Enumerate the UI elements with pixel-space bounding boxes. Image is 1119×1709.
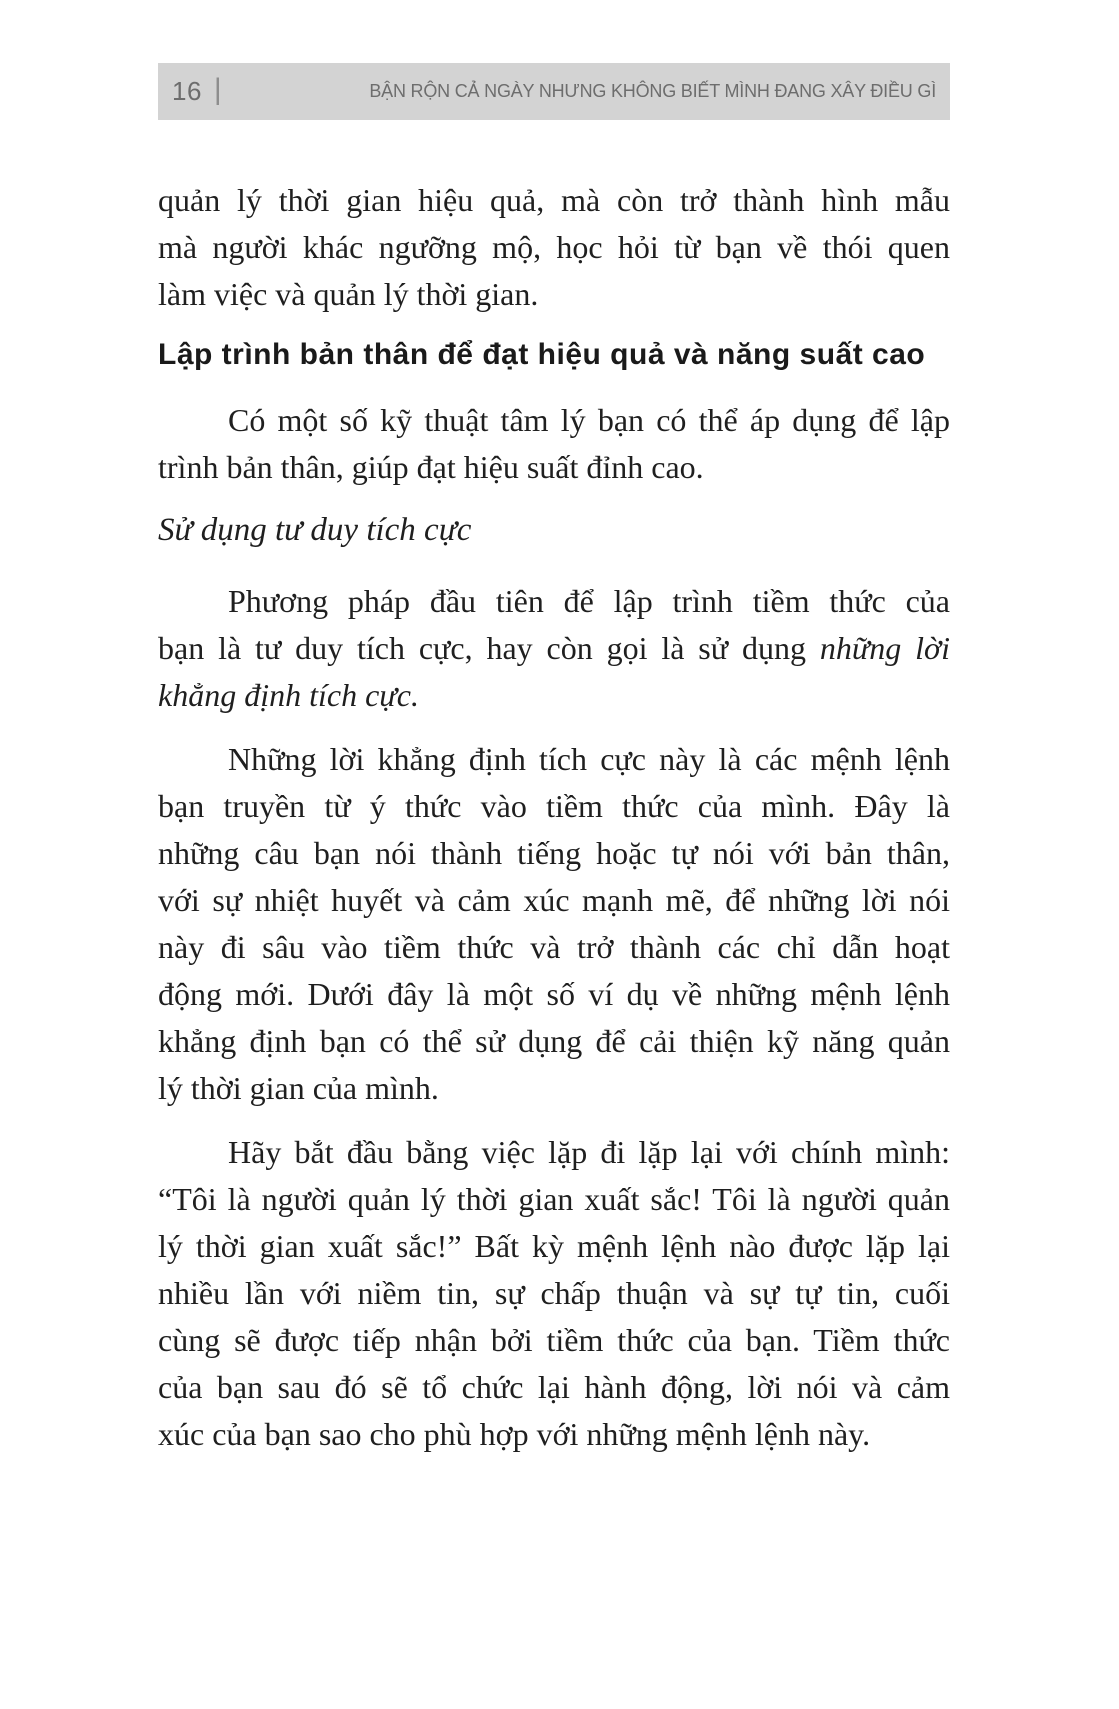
book-page: [0, 63, 1119, 1709]
subsection-heading: Sử dụng tư duy tích cực: [158, 512, 472, 548]
text-line: “Tôi là người quản lý thời gian xuất sắc! Tôi là người quản: [158, 1181, 950, 1217]
paragraph: [158, 397, 950, 491]
text-line: nhiều lần với niềm tin, sự chấp thuận và sự tự tin, cuối: [158, 1275, 950, 1311]
text-line: Hãy bắt đầu bằng việc lặp đi lặp lại với chính mình:: [228, 1134, 950, 1170]
text-line: khẳng định tích cực.: [158, 677, 419, 713]
page-body: [158, 125, 950, 1458]
text-line: quản lý thời gian hiệu quả, mà còn trở thành hình mẫu: [158, 182, 950, 218]
text-line: lý thời gian xuất sắc!” Bất kỳ mệnh lệnh nào được lặp lại: [158, 1228, 950, 1264]
text-run: bạn là tư duy tích cực, hay còn gọi là sử dụng: [158, 630, 820, 666]
text-line: bạn truyền từ ý thức vào tiềm thức của mình. Đây là: [158, 788, 950, 824]
text-line: [158, 625, 950, 672]
page-number-divider: |: [213, 72, 222, 106]
paragraph: [158, 736, 950, 1112]
running-title: BẬN RỘN CẢ NGÀY NHƯNG KHÔNG BIẾT MÌNH ĐANG XÂY ĐIỀU GÌ: [369, 81, 936, 101]
text-line: của bạn sau đó sẽ tổ chức lại hành động, lời nói và cảm: [158, 1369, 950, 1405]
header-band: [158, 63, 950, 120]
text-line: với sự nhiệt huyết và cảm xúc mạnh mẽ, để những lời nói: [158, 882, 950, 918]
text-line: khẳng định bạn có thể sử dụng để cải thiện kỹ năng quản: [158, 1023, 950, 1059]
emphasized-text: những lời: [819, 630, 951, 666]
text-line: xúc của bạn sao cho phù hợp với những mệnh lệnh này.: [158, 1416, 871, 1452]
text-line: Phương pháp đầu tiên để lập trình tiềm thức của: [228, 583, 950, 619]
text-line: mà người khác ngưỡng mộ, học hỏi từ bạn về thói quen: [158, 229, 950, 265]
text-line: cùng sẽ được tiếp nhận bởi tiềm thức của bạn. Tiềm thức: [158, 1322, 950, 1358]
text-line: làm việc và quản lý thời gian.: [158, 276, 539, 312]
page-header: [158, 63, 950, 125]
text-line: này đi sâu vào tiềm thức và trở thành các chỉ dẫn hoạt: [158, 929, 950, 965]
page-number: 16: [172, 76, 202, 106]
paragraph-continuation: [158, 177, 950, 318]
paragraph: [158, 1129, 950, 1458]
text-line: lý thời gian của mình.: [158, 1070, 439, 1106]
text-line: trình bản thân, giúp đạt hiệu suất đỉnh cao.: [158, 449, 704, 485]
text-line: Những lời khẳng định tích cực này là các mệnh lệnh: [228, 741, 950, 777]
section-heading: Lập trình bản thân để đạt hiệu quả và năng suất cao: [158, 338, 926, 371]
text-line: động mới. Dưới đây là một số ví dụ về những mệnh lệnh: [158, 976, 950, 1012]
paragraph: [158, 578, 950, 719]
text-line: những câu bạn nói thành tiếng hoặc tự nói với bản thân,: [158, 835, 950, 871]
text-line: Có một số kỹ thuật tâm lý bạn có thể áp dụng để lập: [228, 402, 950, 438]
